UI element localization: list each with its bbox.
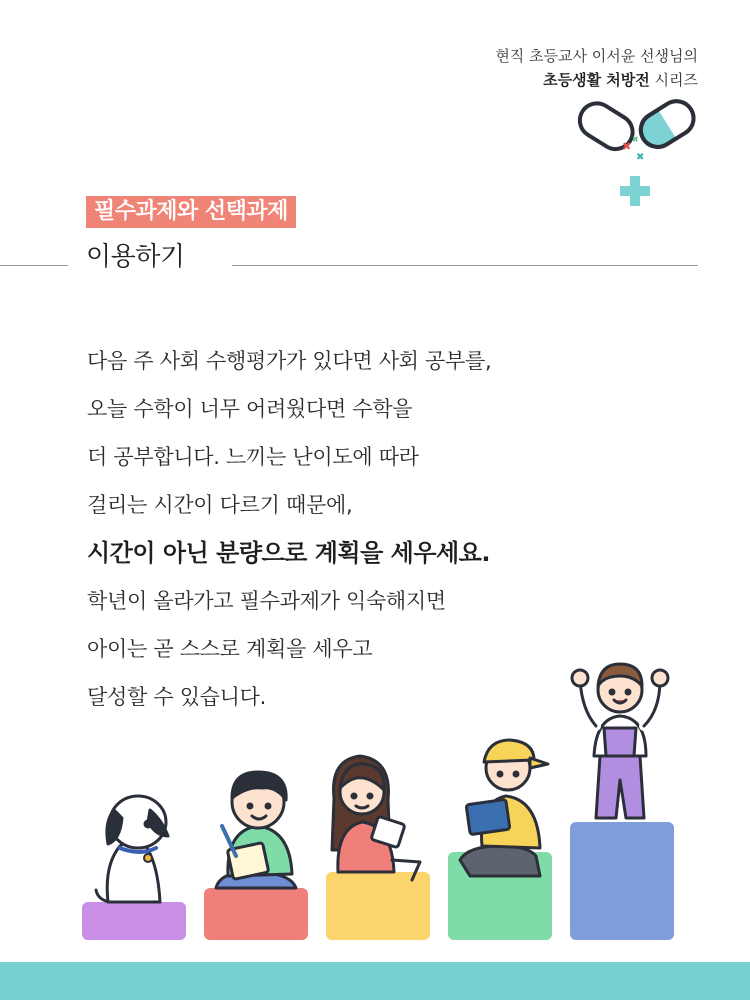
sparkle-icon xyxy=(622,135,644,163)
dog-icon xyxy=(96,796,168,902)
body-line: 더 공부합니다. 느끼는 난이도에 따라 xyxy=(87,445,419,469)
svg-text:✖: ✖ xyxy=(622,140,632,153)
page-title: 이용하기 xyxy=(86,242,185,272)
svg-text:✖: ✖ xyxy=(636,152,645,163)
child-icon xyxy=(460,740,548,876)
series-line-1: 현직 초등교사 이서윤 선생님의 xyxy=(495,47,698,65)
series-line-2 xyxy=(495,68,698,92)
body-emphasis-line: 시간이 아닌 분량으로 계획을 세우세요. xyxy=(87,539,490,567)
child-icon xyxy=(572,664,668,818)
title-highlight: 필수과제와 선택과제 xyxy=(86,196,296,228)
body-line: 학년이 올라가고 필수과제가 익숙해지면 xyxy=(87,589,446,613)
step-block-2 xyxy=(204,888,308,940)
body-line: 오늘 수학이 너무 어려웠다면 수학을 xyxy=(87,397,413,421)
body-line: 다음 주 사회 수행평가가 있다면 사회 공부를, xyxy=(87,349,492,373)
series-caption xyxy=(495,44,698,92)
step-block-3 xyxy=(326,872,430,940)
pill-capsule-icon xyxy=(572,98,702,208)
series-name: 초등생활 처방전 xyxy=(543,71,650,89)
series-suffix: 시리즈 xyxy=(649,71,698,89)
child-icon xyxy=(216,772,296,888)
child-icon xyxy=(332,756,420,880)
footer-band xyxy=(0,962,750,1000)
divider-right xyxy=(232,265,698,266)
plus-cross-icon xyxy=(620,176,650,206)
illustration-scene xyxy=(0,650,750,950)
svg-text:✖: ✖ xyxy=(632,135,639,144)
step-block-1 xyxy=(82,902,186,940)
body-line: 달성할 수 있습니다. xyxy=(87,685,267,709)
body-line: 걸리는 시간이 다르기 때문에, xyxy=(87,493,353,517)
step-block-5 xyxy=(570,822,674,940)
title-block xyxy=(86,196,296,273)
body-line: 아이는 곧 스스로 계획을 세우고 xyxy=(87,637,373,661)
divider-left xyxy=(0,265,68,266)
